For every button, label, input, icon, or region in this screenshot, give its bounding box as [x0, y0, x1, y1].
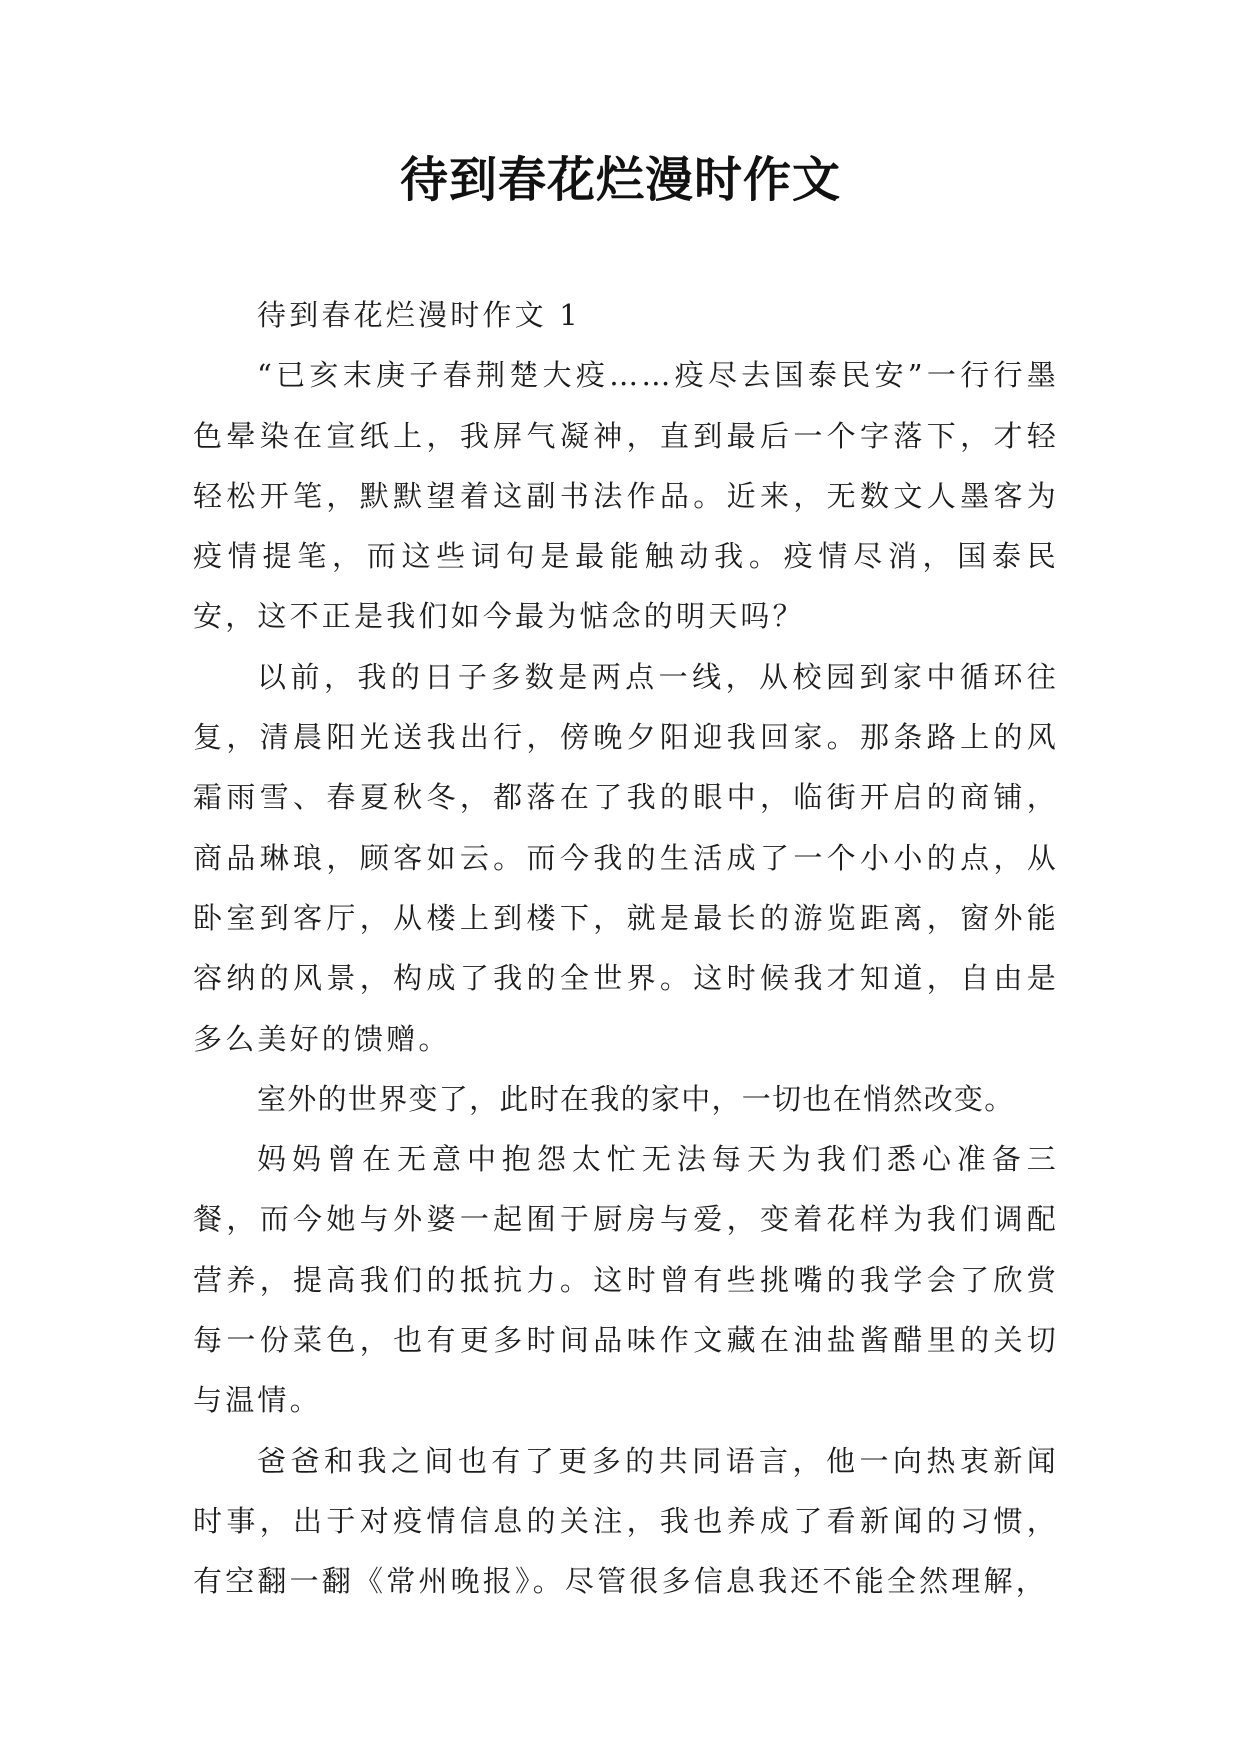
document-body [193, 285, 1059, 1612]
paragraph: 以前，我的日子多数是两点一线，从校园到家中循环往复，清晨阳光送我出行，傍晚夕阳迎我回家。那条路上的风霜雨雪、春夏秋冬，都落在了我的眼中，临街开启的商铺，商品琳琅，顾客如云。而今我的生活成了一个小小的点，从卧室到客厅，从楼上到楼下，就是最长的游览距离，窗外能容纳的风景，构成了我的全世界。这时候我才知道，自由是多么美好的馈赠。 [193, 659, 1059, 1056]
paragraph: 妈妈曾在无意中抱怨太忙无法每天为我们悉心准备三餐，而今她与外婆一起囿于厨房与爱，变着花样为我们调配营养，提高我们的抵抗力。这时曾有些挑嘴的我学会了欣赏每一份菜色，也有更多时间品味作文藏在油盐酱醋里的关切与温情。 [193, 1142, 1059, 1418]
document-title: 待到春花烂漫时作文 [399, 152, 841, 208]
paragraph: “已亥末庚子春荆楚大疫……疫尽去国泰民安”一行行墨色晕染在宣纸上，我屏气凝神，直到最后一个字落下，才轻轻松开笔，默默望着这副书法作品。近来，无数文人墨客为疫情提笔，而这些词句是最能触动我。疫情尽消，国泰民安，这不正是我们如今最为惦念的明天吗？ [193, 358, 1059, 634]
paragraph: 室外的世界变了，此时在我的家中，一切也在悄然改变。 [257, 1081, 1015, 1116]
section-heading: 待到春花烂漫时作文 1 [257, 298, 581, 332]
paragraph: 爸爸和我之间也有了更多的共同语言，他一向热衷新闻时事，出于对疫情信息的关注，我也养成了看新闻的习惯，有空翻一翻《常州晚报》。尽管很多信息我还不能全然理解， [193, 1443, 1059, 1599]
